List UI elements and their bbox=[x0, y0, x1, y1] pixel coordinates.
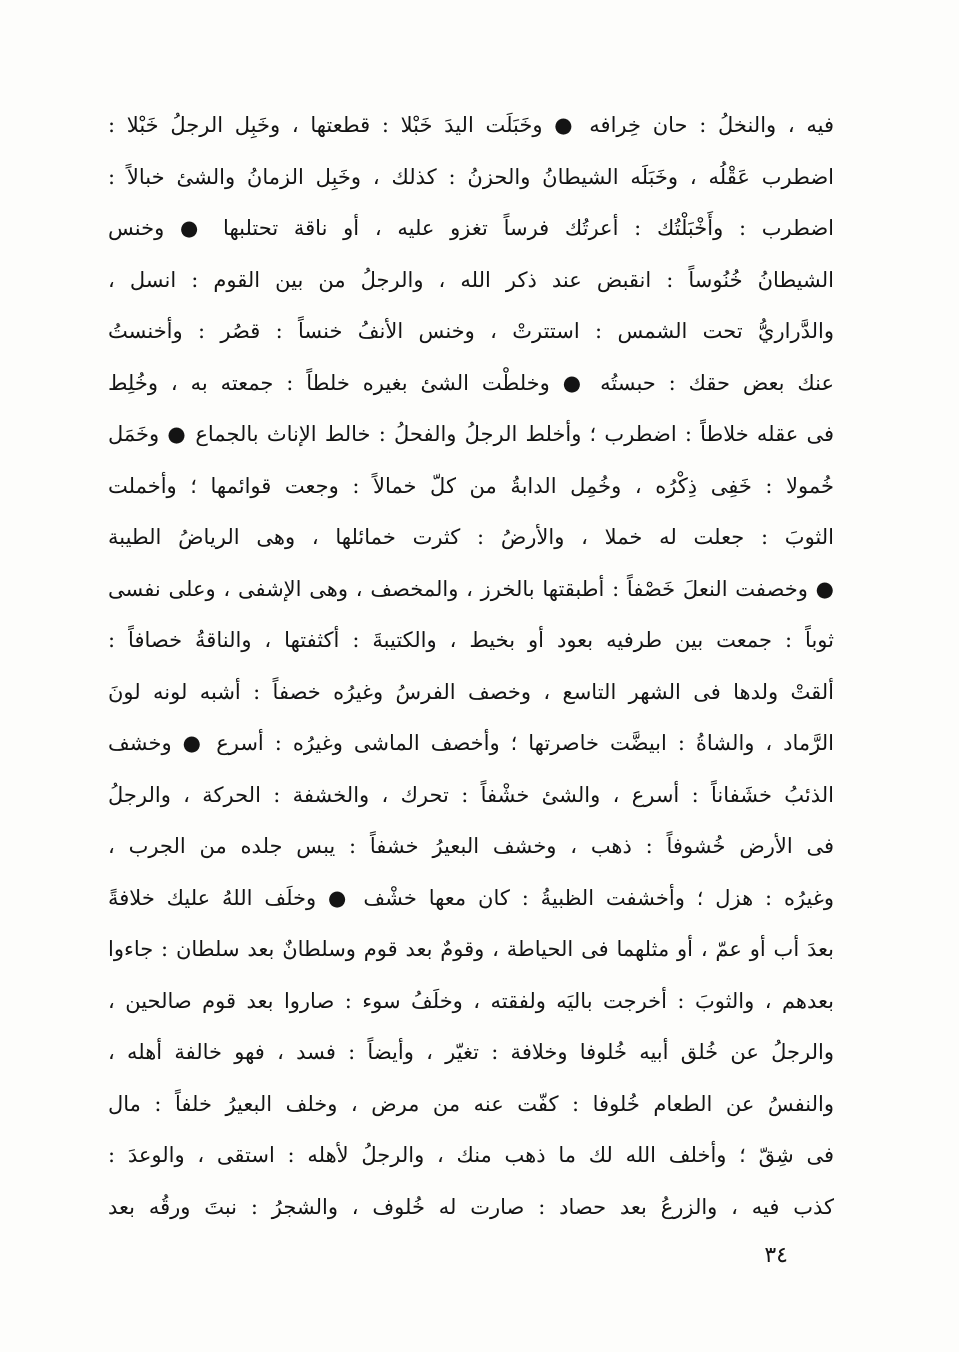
body-text bbox=[108, 100, 834, 1233]
text-line-13: الرَّماد ، والشاةُ : ابيضَّت خاصرتها ؛ وأخصف الماشى وغيرُه : أسرع ● وخشف bbox=[108, 731, 834, 755]
text-line-12: ألقتْ ولدها فى الشهر التاسع ، وخصف الفرسُ وغيرُه خصفاً : أشبه لونه لونَ bbox=[108, 679, 834, 704]
text-line-9: الثوبَ : جعلت له خملا ، والأرضُ : كثرت خمائلها ، وهى الرياضُ الطيبة bbox=[108, 525, 834, 549]
text-line-19: والرجلُ عن خُلق أبيه خُلوفا وخلافة : تغيّر ، وأيضاً : فسد ، فهو خالفة أهله ، bbox=[108, 1040, 834, 1064]
text-line-15: فى الأرض خُشوفاً : ذهب ، وخشف البعيرُ خشفاً : يبس جلده من الجرب ، bbox=[108, 834, 834, 858]
text-line-1: فيه ، والنخلُ : حان خِرافه ● وخَبَلَت اليدَ خَبْلا : قطعتها ، وخَبِل الرجلُ خَبْلا : bbox=[108, 113, 834, 137]
text-line-14: الذئبُ خشَفاناً : أسرع ، والشئ خشْفاً : تحرك ، والخشفة : الحركة ، والرجلُ bbox=[108, 782, 834, 807]
text-line-16: وغيرُه : هزل ؛ وأخشفت الظبيةُ : كان معها خشْف ● وخلَف اللهُ عليك خلافةً bbox=[108, 885, 834, 910]
text-line-6: عنك بعض حقك : حبستُه ● وخلطْت الشئ بغيره خلطاً : جمعته به ، وخُلِط bbox=[108, 370, 834, 395]
text-line-10: ● وخصفت النعلَ خَصْفاً : أطبقتها بالخرز ، والمخصف ، وهى الإشفى ، وعلى نفسى bbox=[108, 576, 834, 601]
text-line-11: ثوباً : جمعت بين طرفيه بعود أو بخيط ، والكتيبةَ : أكثفتها ، والناقةُ خصافاً : bbox=[108, 628, 834, 652]
text-line-7: فى عقله خلاطاً : اضطرب ؛ وأخلط الرجلُ والفحلُ : خالط الإناث بالجماع ● وخَمَل bbox=[108, 422, 834, 446]
text-line-3: اضطرب : وأَخْبَلْتُك : أعرتُك فرساً تغزو عليه ، أو ناقة تحتلبها ● وخنس bbox=[108, 216, 834, 240]
text-line-8: خُمولا : خَفِى ذِكْرُه ، وخُمِل الدابةُ من كلّ خمالاً : وجعت قوائمها ؛ وأخملت bbox=[108, 473, 834, 498]
text-line-2: اضطرب عَقْلُه ، وخَبَلَه الشيطانُ والحزنُ : كذلك ، وخَبِل الزمانُ والشئ خبالاً : bbox=[108, 164, 834, 189]
text-line-17: بعدَ أب أو عمّ ، أو مثلهما فى الحياطة ، وقومٌ بعد قوم وسلطانٌ بعد سلطان : جاءوا bbox=[108, 937, 834, 961]
text-line-20: والنفسُ عن الطعام خُلوفا : كفّت عنه من مرض ، وخلف البعيرُ خلفاً : مال bbox=[108, 1091, 834, 1116]
text-line-18: بعدهم ، والثوبَ : أخرجت باليَه ولفقته ، وخلَفُ سوء : صاروا بعد قوم صالحين ، bbox=[108, 988, 834, 1013]
text-line-21: فى شِقّ ؛ وأخلف الله لك ما ذهب منك ، والرجلُ لأهله : استقى ، والوعدَ : bbox=[108, 1143, 834, 1167]
page-number: ٣٤ bbox=[764, 1243, 788, 1268]
text-line-4: الشيطانُ خُنُوساً : انقبض عند ذكر الله ، والرجلُ من بين القوم : انسل ، bbox=[108, 267, 834, 292]
text-line-5: والدَّراريُّ تحت الشمس : استترتْ ، وخنس الأنفُ خنساً : قصُر : وأخنستُ bbox=[108, 319, 834, 343]
text-line-22: كذب فيه ، والزرعُ بعد حصاد : صارت له خُلوف ، والشجرُ : نبتَ ورقُه بعد bbox=[108, 1194, 834, 1219]
